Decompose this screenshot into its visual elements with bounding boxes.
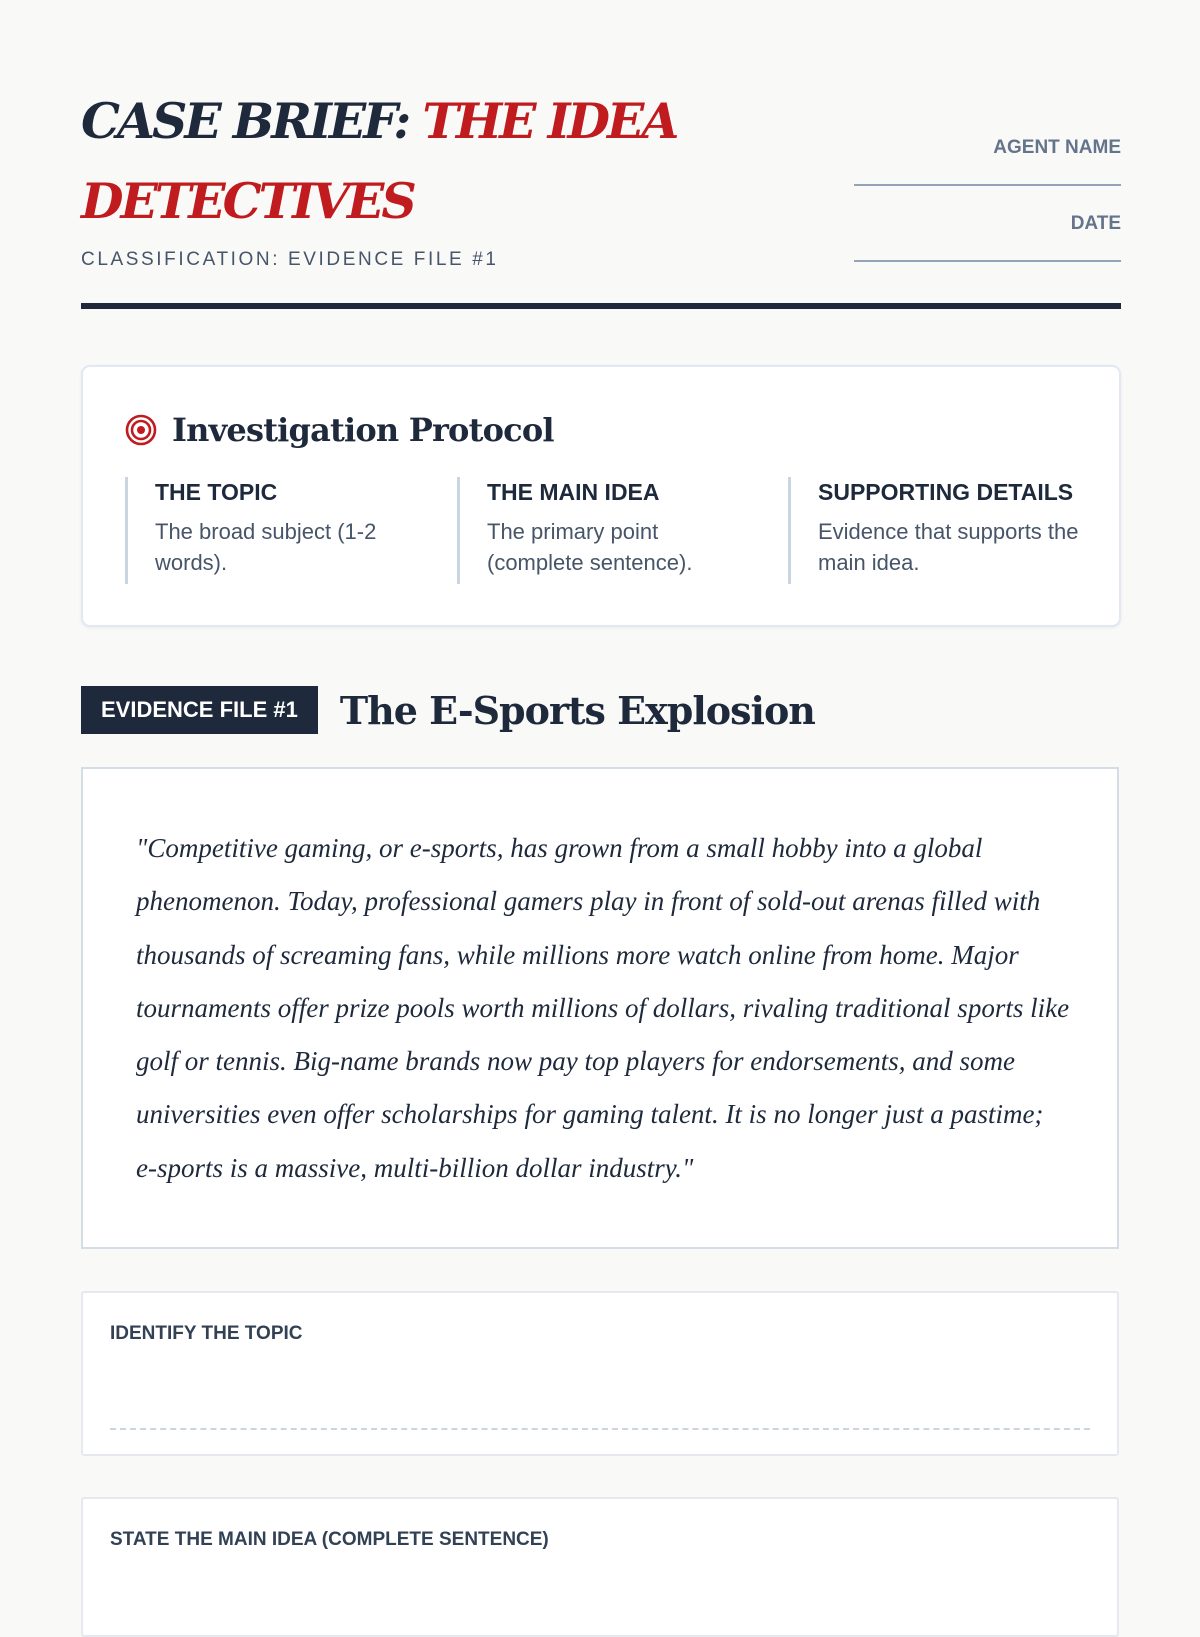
target-icon (125, 414, 157, 446)
evidence-title: The E-Sports Explosion (339, 687, 815, 733)
agent-meta (854, 136, 1121, 288)
classification-label: CLASSIFICATION: EVIDENCE FILE #1 (81, 249, 499, 270)
definition-description: The broad subject (1-2 words). (155, 519, 377, 575)
evidence-passage-box (81, 767, 1119, 1249)
date-field[interactable] (854, 260, 1121, 262)
identify-topic-label: IDENTIFY THE TOPIC (110, 1323, 303, 1344)
definition-description: The primary point (complete sentence). (487, 519, 693, 575)
header-divider (81, 303, 1121, 309)
definition-main-idea (457, 477, 747, 584)
worksheet-page (81, 0, 1121, 1550)
main-idea-label: STATE THE MAIN IDEA (COMPLETE SENTENCE) (110, 1529, 549, 1550)
identify-topic-box (81, 1291, 1119, 1456)
evidence-file-badge: EVIDENCE FILE #1 (81, 686, 318, 734)
agent-name-field[interactable] (854, 184, 1121, 186)
main-idea-box (81, 1497, 1119, 1637)
evidence-heading (81, 686, 815, 734)
page-title-continued (81, 171, 414, 231)
protocol-title (125, 411, 554, 449)
page-title (81, 91, 676, 151)
case-brief-header (81, 0, 1121, 310)
definition-description: Evidence that supports the main idea. (818, 519, 1079, 575)
date-label: DATE (1070, 213, 1121, 234)
protocol-heading: Investigation Protocol (172, 411, 554, 449)
title-highlight-line2: DETECTIVES (81, 172, 414, 230)
identify-topic-answer-line[interactable] (110, 1428, 1090, 1430)
definition-supporting-details (788, 477, 1088, 584)
investigation-protocol-card (81, 365, 1121, 627)
definition-term: SUPPORTING DETAILS (818, 479, 1074, 505)
title-highlight-line1: THE IDEA (422, 92, 677, 150)
definition-topic (125, 477, 415, 584)
title-prefix: CASE BRIEF: (81, 92, 409, 150)
evidence-passage-text: "Competitive gaming, or e-sports, has grown from a small hobby into a global phenomenon. Today, professional gamers play in front of sold-out arenas filled with thousands of screaming fans, while millions more watch online from home. Major tournaments offer prize pools worth millions of dollars, rivaling traditional sports like golf or tennis. Big-name brands now pay top players for endorsements, and some universities even offer scholarships for gaming talent. It is no longer just a pastime; e-sports is a massive, multi-billion dollar industry." (136, 833, 1070, 1183)
definition-term: THE TOPIC (155, 479, 278, 505)
definition-term: THE MAIN IDEA (487, 479, 660, 505)
agent-name-label: AGENT NAME (993, 137, 1121, 158)
